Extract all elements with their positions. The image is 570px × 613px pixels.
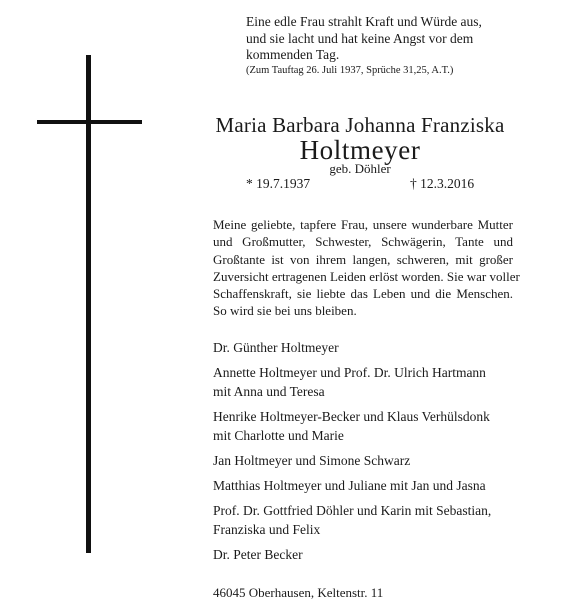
mourner-entry [213,363,553,401]
mourner-entry [213,407,553,445]
message-line: So wird sie bei uns bleiben. [213,303,357,319]
mourner-line: mit Charlotte und Marie [213,428,344,443]
cross-vertical-bar [86,55,91,553]
mourner-line: Henrike Holtmeyer-Becker und Klaus Verhülsdonk [213,409,490,424]
mourner-entry [213,476,553,495]
family-address: 46045 Oberhausen, Keltenstr. 11 [213,585,384,600]
mourner-entry [213,545,553,564]
verse-line: und sie lacht und hat keine Angst vor dem [246,30,474,46]
mourner-entry [213,451,553,470]
mourner-line: Jan Holtmeyer und Simone Schwarz [213,453,411,468]
maiden-name: geb. Döhler [329,161,391,176]
obituary-message [213,216,520,320]
mourners-list [213,338,553,570]
surname: Holtmeyer [299,135,421,165]
death-date: † 12.3.2016 [410,176,475,191]
birth-date: * 19.7.1937 [246,176,311,191]
message-line: Meine geliebte, tapfere Frau, unsere wunderbare Mutter [213,217,513,232]
verse-line: kommenden Tag. [246,47,340,62]
mourner-line: mit Anna und Teresa [213,384,325,399]
message-line: Großtante ist von ihrem langen, schweren, mit großer [213,251,513,267]
mourner-line: Prof. Dr. Gottfried Döhler und Karin mit Sebastian, [213,503,492,518]
mourner-line: Dr. Günther Holtmeyer [213,340,339,355]
mourner-line: Matthias Holtmeyer und Juliane mit Jan und Jasna [213,478,486,493]
message-line: und Großmutter, Schwester, Schwägerin, Tante und [213,234,513,250]
mourner-line: Annette Holtmeyer und Prof. Dr. Ulrich Hartmann [213,365,486,380]
message-line: Schaffenskraft, sie liebte das Leben und die Menschen. [213,286,513,302]
cross-horizontal-bar [37,120,142,124]
message-line: Zuversicht ertragenen Leiden erlöst worden. Sie war voller [213,268,520,284]
mourner-line: Franziska und Felix [213,522,321,537]
verse-line: Eine edle Frau strahlt Kraft und Würde aus, [246,14,482,29]
given-names: Maria Barbara Johanna Franziska [215,113,505,137]
mourner-line: Dr. Peter Becker [213,547,303,562]
bible-verse [246,14,546,78]
mourner-entry [213,501,553,539]
verse-source: (Zum Tauftag 26. Juli 1937, Sprüche 31,25, A.T.) [246,64,454,76]
mourner-entry [213,338,553,357]
